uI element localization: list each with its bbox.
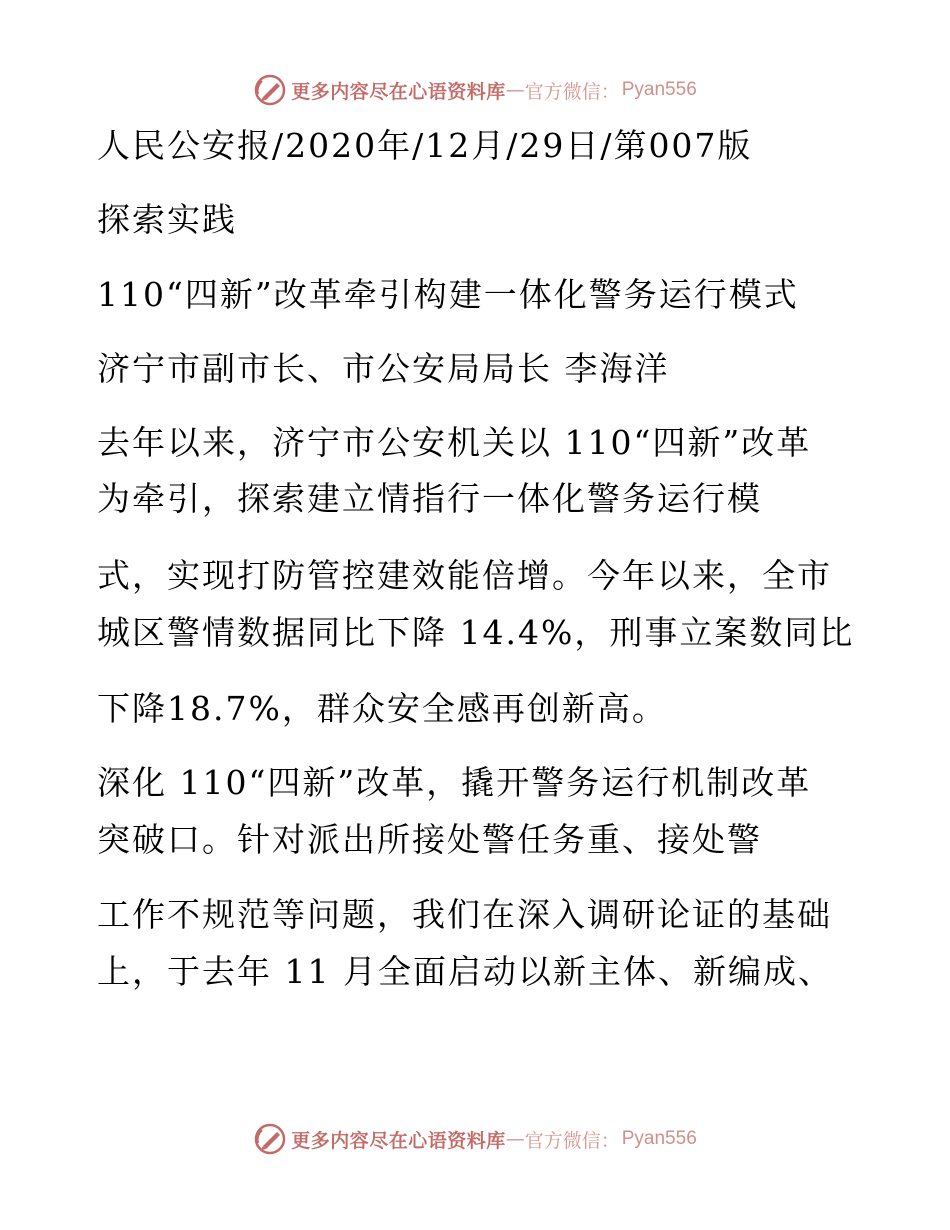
banner-wechat-id: Pyan556 [621,79,697,100]
body-line: 突破口。针对派出所接处警任务重、接处警 [97,820,762,859]
article-title: 110“四新”改革牵引构建一体化警务运行模式 [97,275,799,314]
body-line: 深化 110“四新”改革，撬开警务运行机制改革 [97,763,812,802]
banner-main-text: 更多内容尽在心语资料库 [291,80,506,103]
body-line: 上，于去年 11 月全面启动以新主体、新编成、 [97,952,833,991]
body-line: 去年以来，济宁市公安机关以 110“四新”改革 [97,423,812,462]
footer-watermark-banner [0,1119,950,1159]
publication-line: 人民公安报/2020年/12月/29日/第007版 [97,126,753,165]
banner-main-text: 更多内容尽在心语资料库 [291,1129,506,1152]
banner-wechat-label: 官方微信： [524,80,620,103]
pen-logo-icon [253,73,287,107]
body-line: 为牵引，探索建立情指行一体化警务运行模 [97,479,762,518]
section-heading: 探索实践 [97,200,237,239]
body-line: 下降18.7%，群众安全感再创新高。 [97,689,667,728]
pen-logo-icon [253,1122,287,1156]
header-watermark-banner [0,70,950,110]
banner-separator: — [505,79,525,101]
banner-separator: — [505,1128,525,1150]
body-line: 城区警情数据同比下降 14.4%，刑事立案数同比 [97,613,855,652]
body-line: 工作不规范等问题，我们在深入调研论证的基础 [97,895,832,934]
article-author: 济宁市副市长、市公安局局长 李海洋 [97,349,670,388]
banner-wechat-id: Pyan556 [621,1128,697,1149]
banner-wechat-label: 官方微信： [524,1129,620,1152]
body-line: 式，实现打防管控建效能倍增。今年以来，全市 [97,556,832,595]
